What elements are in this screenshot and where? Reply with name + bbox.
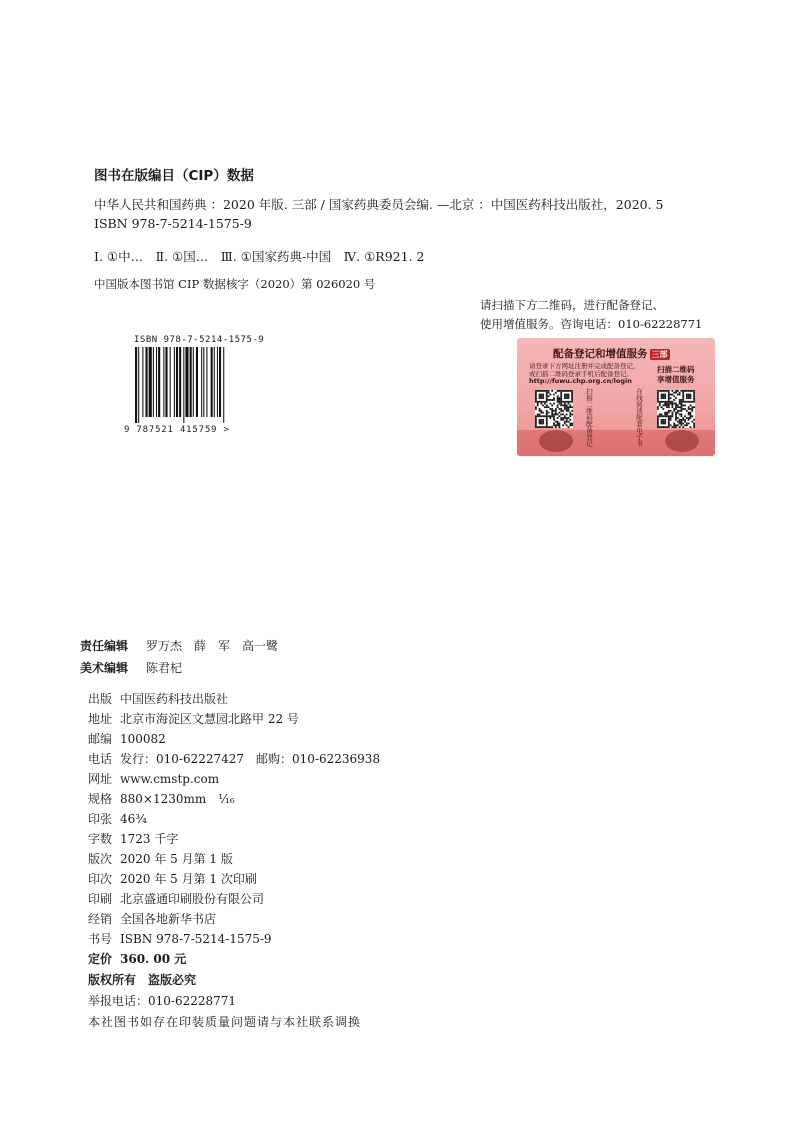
isbn-barcode bbox=[120, 335, 270, 445]
responsible-editor bbox=[80, 637, 278, 654]
report-phone: 举报电话：010-62228771 bbox=[88, 994, 237, 1008]
colophon-value[interactable]: www.cmstp.com bbox=[120, 772, 220, 786]
colophon-label: 经销 bbox=[88, 912, 113, 926]
colophon-label: 规格 bbox=[88, 792, 113, 806]
colophon-row bbox=[88, 730, 166, 747]
colophon-value: 100082 bbox=[120, 732, 166, 746]
sticker-instruction-1: 请登录下方网址注册并完成配备登记， bbox=[529, 362, 640, 370]
qr-code-left[interactable] bbox=[535, 390, 573, 428]
colophon-label: 版次 bbox=[88, 852, 113, 866]
colophon-row bbox=[88, 930, 272, 947]
colophon-value: ISBN 978-7-5214-1575-9 bbox=[120, 932, 272, 946]
cip-isbn-line: ISBN 978-7-5214-1575-9 bbox=[94, 216, 252, 231]
colophon-row bbox=[88, 790, 235, 807]
sticker-instruction-2: 或扫描二维码登录手机后配备登记。 bbox=[529, 370, 633, 378]
colophon-label: 定价 bbox=[88, 952, 113, 966]
colophon-value: 2020 年 5 月第 1 版 bbox=[120, 852, 233, 866]
colophon-label: 字数 bbox=[88, 832, 113, 846]
art-editor-value: 陈君杞 bbox=[146, 661, 183, 675]
sticker-url[interactable]: http://fuwu.chp.org.cn/login bbox=[529, 377, 632, 385]
colophon-row bbox=[88, 750, 380, 767]
copyright-notice: 版权所有 盗版必究 bbox=[88, 973, 197, 987]
colophon-value: 1723 千字 bbox=[120, 832, 179, 846]
colophon-value: 北京盛通印刷股份有限公司 bbox=[120, 892, 265, 906]
colophon-value: 360. 00 元 bbox=[120, 952, 187, 966]
colophon-row bbox=[88, 810, 147, 827]
colophon-label: 邮编 bbox=[88, 732, 113, 746]
colophon-value: 全国各地新华书店 bbox=[120, 912, 217, 926]
colophon-row bbox=[88, 850, 233, 867]
colophon-row bbox=[88, 710, 299, 727]
seal-icon bbox=[539, 430, 573, 452]
barcode-digits: 9 787521 415759 > bbox=[124, 425, 230, 435]
sticker-badge: 三部 bbox=[651, 350, 668, 359]
colophon-label: 印刷 bbox=[88, 892, 113, 906]
qr-code-right[interactable] bbox=[657, 390, 695, 428]
colophon-row bbox=[88, 890, 264, 907]
colophon-label: 书号 bbox=[88, 932, 113, 946]
registration-sticker bbox=[517, 338, 715, 456]
colophon-value: 880×1230mm ¹⁄₁₆ bbox=[120, 792, 235, 806]
colophon-value: 北京市海淀区文慧园北路甲 22 号 bbox=[120, 712, 299, 726]
scan-instruction-line-1: 请扫描下方二维码，进行配备登记、 bbox=[480, 298, 664, 312]
art-editor-label: 美术编辑 bbox=[80, 661, 129, 675]
colophon-label: 电话 bbox=[88, 752, 113, 766]
scan-instruction-line-2: 使用增值服务。咨询电话：010-62228771 bbox=[480, 317, 703, 331]
colophon-label: 地址 bbox=[88, 712, 113, 726]
barcode-isbn-text: ISBN 978-7-5214-1575-9 bbox=[134, 335, 265, 345]
sticker-service-label: 享增值服务 bbox=[657, 375, 695, 384]
sticker-title bbox=[553, 346, 670, 361]
sticker-title-text: 配备登记和增值服务 bbox=[553, 348, 648, 360]
colophon-label: 印张 bbox=[88, 812, 113, 826]
colophon-row bbox=[88, 690, 228, 707]
colophon-row bbox=[88, 910, 216, 927]
barcode-bars bbox=[135, 347, 257, 423]
colophon-value: 中国医药科技出版社 bbox=[120, 692, 229, 706]
colophon-row bbox=[88, 830, 178, 847]
sticker-scan-label: 扫描二维码 bbox=[657, 365, 695, 374]
responsible-editor-label: 责任编辑 bbox=[80, 639, 129, 653]
cip-record-number: 中国版本图书馆 CIP 数据核字（2020）第 026020 号 bbox=[94, 277, 376, 291]
colophon-value: 发行：010-62227427 邮购：010-62236938 bbox=[120, 752, 381, 766]
cip-subject-line: Ⅰ. ①中… Ⅱ. ①国… Ⅲ. ①国家药典-中国 Ⅳ. ①R921. 2 bbox=[94, 249, 425, 264]
seal-icon bbox=[665, 430, 699, 452]
colophon-row bbox=[88, 870, 257, 887]
sticker-vertical-left: 扫描二维码配备登记 bbox=[585, 388, 593, 447]
quality-notice: 本社图书如存在印装质量问题请与本社联系调换 bbox=[88, 1015, 362, 1029]
cip-bibliographic-line: 中华人民共和国药典 ：2020 年版. 三部 / 国家药典委员会编. —北京 ：中国医药科技出版社，2020. 5 bbox=[94, 197, 664, 212]
colophon-label: 出版 bbox=[88, 692, 113, 706]
colophon-label: 网址 bbox=[88, 772, 113, 786]
sticker-vertical-right: 在线阅读配套电子书 bbox=[635, 388, 643, 447]
colophon-row bbox=[88, 770, 219, 787]
colophon-price-row bbox=[88, 950, 186, 967]
colophon-value: 2020 年 5 月第 1 次印刷 bbox=[120, 872, 257, 886]
art-editor bbox=[80, 659, 182, 676]
colophon-label: 印次 bbox=[88, 872, 113, 886]
cip-title: 图书在版编目（CIP）数据 bbox=[94, 168, 254, 184]
responsible-editor-value: 罗万杰 薛 军 高一鹭 bbox=[146, 639, 279, 653]
colophon-value: 46¾ bbox=[120, 812, 147, 826]
